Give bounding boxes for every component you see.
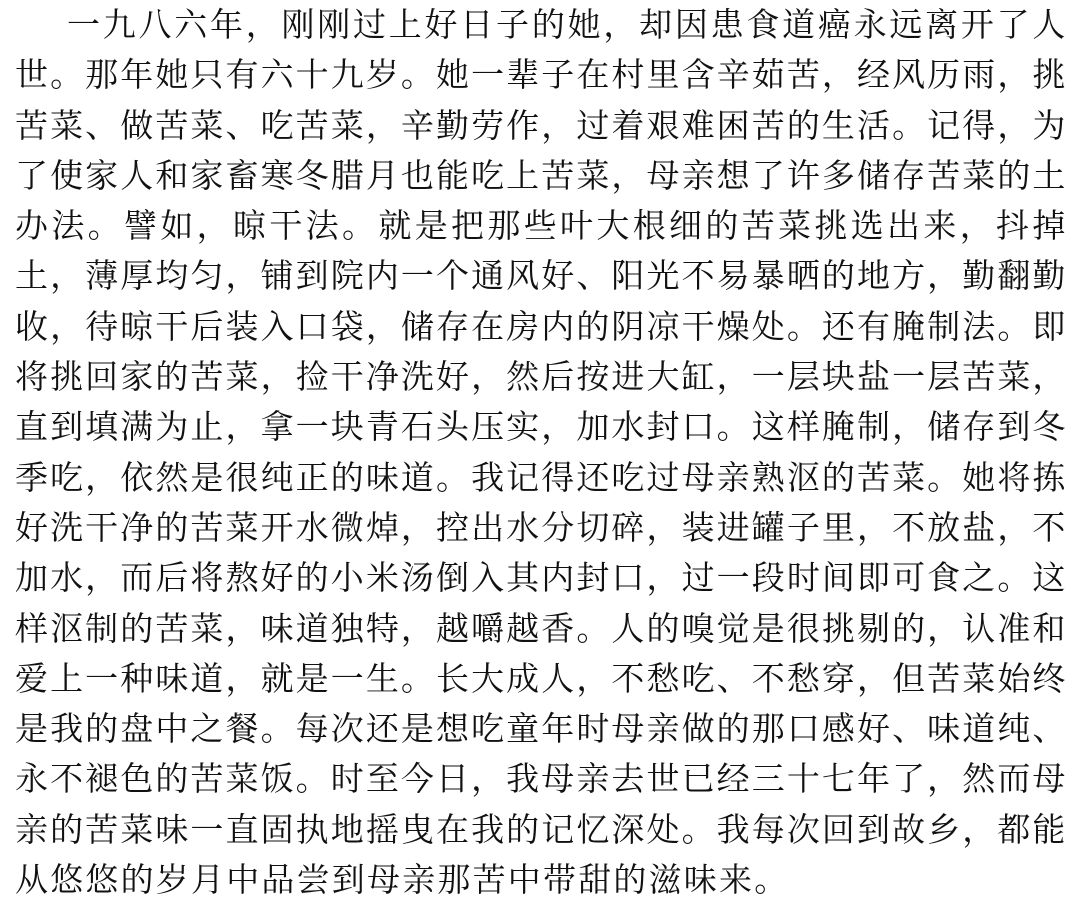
text-line: 苦菜、做苦菜、吃苦菜，辛勤劳作，过着艰难困苦的生活。记得，为 (15, 105, 1066, 145)
text-line: 亲的苦菜味一直固执地摇曳在我的记忆深处。我每次回到故乡，都能 (15, 809, 1066, 849)
text-line: 样沤制的苦菜，味道独特，越嚼越香。人的嗅觉是很挑剔的，认准和 (15, 608, 1066, 648)
text-line: 永不褪色的苦菜饭。时至今日，我母亲去世已经三十七年了，然而母 (15, 759, 1066, 799)
text-line: 将挑回家的苦菜，捡干净洗好，然后按进大缸，一层块盐一层苦菜， (15, 357, 1066, 397)
text-line: 办法。譬如，晾干法。就是把那些叶大根细的苦菜挑选出来，抖掉 (15, 206, 1066, 246)
text-line: 好洗干净的苦菜开水微焯，控出水分切碎，装进罐子里，不放盐，不 (15, 507, 1066, 547)
text-line: 爱上一种味道，就是一生。长大成人，不愁吃、不愁穿，但苦菜始终 (15, 658, 1066, 698)
text-line: 从悠悠的岁月中品尝到母亲那苦中带甜的滋味来。 (15, 860, 790, 900)
text-line: 是我的盘中之餐。每次还是想吃童年时母亲做的那口感好、味道纯、 (15, 709, 1066, 749)
text-line: 土，薄厚均匀，铺到院内一个通风好、阳光不易暴晒的地方，勤翻勤 (15, 256, 1066, 296)
text-line: 了使家人和家畜寒冬腊月也能吃上苦菜，母亲想了许多储存苦菜的土 (15, 155, 1066, 195)
text-line: 季吃，依然是很纯正的味道。我记得还吃过母亲熟沤的苦菜。她将拣 (15, 457, 1066, 497)
text-line: 世。那年她只有六十九岁。她一辈子在村里含辛茹苦，经风历雨，挑 (15, 55, 1066, 95)
text-line: 加水，而后将熬好的小米汤倒入其内封口，过一段时间即可食之。这 (15, 558, 1066, 598)
text-line: 一九八六年，刚刚过上好日子的她，却因患食道癌永远离开了人 (67, 5, 1066, 44)
text-line: 直到填满为止，拿一块青石头压实，加水封口。这样腌制，储存到冬 (15, 407, 1066, 447)
text-line: 收，待晾干后装入口袋，储存在房内的阴凉干燥处。还有腌制法。即 (15, 306, 1066, 346)
article-paragraph (15, 0, 1066, 905)
